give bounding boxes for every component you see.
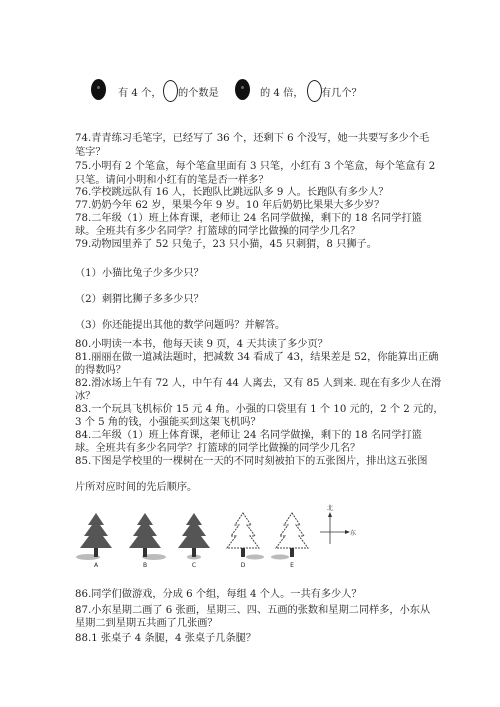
- text-line: 81.丽丽在做一道减法题时，把减数 34 看成了 43，结果差是 52，你能算出正确: [75, 352, 439, 363]
- problem-73-row: [90, 78, 490, 104]
- problem-73-text-1: 有 4 个，: [118, 88, 162, 99]
- tree-image-d: [222, 510, 264, 569]
- compass-icon: [318, 506, 358, 546]
- black-dot-icon: [235, 79, 250, 100]
- text-line: 80.小明读一本书，他每天读 9 页，4 天共读了多少页？: [75, 339, 328, 350]
- tree-label: C: [191, 562, 197, 569]
- sub-question: （3）你还能提出其他的数学问题吗？并解答。: [75, 320, 286, 331]
- text-line: 球。全班共有多少名同学？打篮球的同学比做操的同学少几名？: [75, 226, 361, 237]
- text-line: 笔字？: [75, 147, 106, 158]
- text-line: 84.二年级（1）班上体育课，老师让 24 名同学做操，剩下的 18 名同学打篮: [75, 430, 422, 441]
- text-line: 75.小明有 2 个笔盒，每个笔盒里面有 3 只笔，小红有 3 个笔盒，每个笔盒有 2: [75, 161, 436, 172]
- problem-73-text-2: 的个数是: [178, 88, 219, 99]
- text-line: 球。全班共有多少名同学？打篮球的同学比做操的同学少几名？: [75, 443, 361, 454]
- tree-image-b: [124, 510, 166, 569]
- text-line: 3 个 5 角的钱，小强能买到这架飞机吗？: [75, 417, 261, 428]
- text-line: 77.奶奶今年 62 岁，果果今年 9 岁。10 年后奶奶比果果大多少岁？: [75, 200, 385, 211]
- tree-image-a: [75, 510, 117, 569]
- ring-icon: [163, 80, 178, 102]
- text-line: 82.滑冰场上午有 72 人，中午有 44 人离去，又有 85 人到来. 现在有多少人在滑: [75, 378, 442, 389]
- text-line: 76.学校跳远队有 16 人，长跑队比跳远队多 9 人。长跑队有多少人？: [75, 187, 389, 198]
- compass-north-label: 北: [327, 505, 334, 512]
- tree-image-e: [271, 510, 313, 569]
- text-line: 片所对应时间的先后顺序。: [75, 482, 198, 493]
- tree-label: E: [290, 562, 294, 569]
- tree-image-c: [173, 510, 215, 569]
- black-dot-icon: [91, 79, 106, 100]
- problem-73-text-3: 的 4 倍，: [260, 88, 304, 99]
- sub-question: （1）小猫比兔子少多少只？: [75, 268, 204, 279]
- compass-east-label: 东: [350, 530, 357, 537]
- tree-label: B: [142, 562, 148, 569]
- text-line: 88.1 张桌子 4 条腿，4 张桌子几条腿？: [75, 633, 257, 644]
- text-line: 85.下图是学校里的一棵树在一天的不同时刻被拍下的五张图片，排出这五张图: [75, 456, 428, 467]
- text-line: 的得数吗？: [75, 365, 126, 376]
- text-line: 83.一个玩具飞机标价 15 元 4 角。小强的口袋里有 1 个 10 元的，2 个 2 元的，: [75, 404, 444, 415]
- sub-question: （2）刺猬比狮子多多少只？: [75, 294, 204, 305]
- text-line: 冰？: [75, 391, 96, 402]
- text-line: 79.动物园里养了 52 只兔子，23 只小猫，45 只刺猬，8 只狮子。: [75, 239, 377, 250]
- text-line: 只笔。请问小明和小红有的笔是否一样多？: [75, 175, 269, 186]
- tree-images: [75, 510, 355, 570]
- text-line: 74.青青练习毛笔字，已经写了 36 个，还剩下 6 个没写，她一共要写多少个毛: [75, 133, 430, 144]
- text-line: 87.小东星期二画了 6 张画，星期三、四、五画的张数和星期二同样多，小东从: [75, 605, 431, 616]
- tree-label: D: [240, 562, 246, 569]
- tree-label: A: [93, 562, 99, 569]
- text-line: 78.二年级（1）班上体育课，老师让 24 名同学做操，剩下的 18 名同学打篮: [75, 213, 422, 224]
- problem-73-text-4: 有几个？: [321, 88, 362, 99]
- text-line: 星期二到星期五共画了几张画？: [75, 618, 218, 629]
- ring-icon: [307, 80, 322, 102]
- text-line: 86.同学们做游戏，分成 6 个组，每组 4 个人。一共有多少人？: [75, 589, 362, 600]
